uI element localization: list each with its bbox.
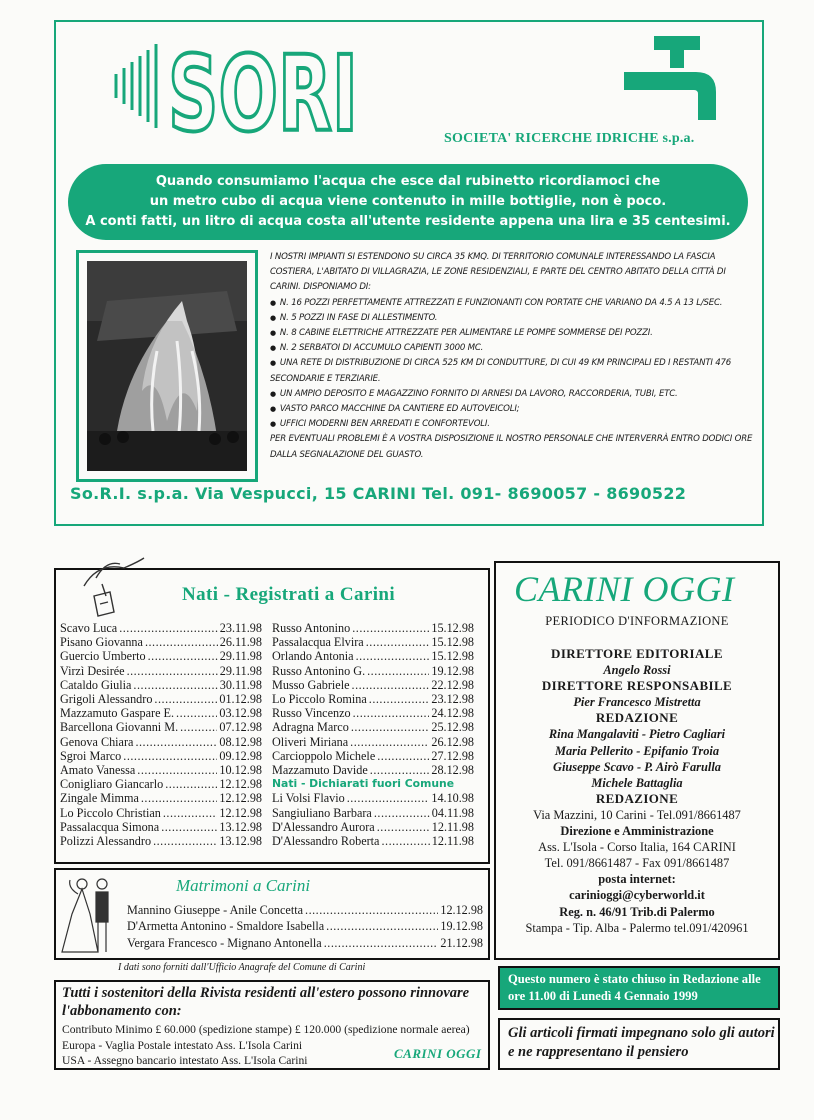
list-item [60,806,262,820]
list-item [272,635,474,649]
masthead-subtitle: PERIODICO D'INFORMAZIONE [545,614,729,628]
registration: Reg. n. 46/91 Trib.di Palermo [559,904,715,919]
person-name: Scavo Luca [60,621,118,635]
closed-notice: Questo numero è stato chiuso in Redazione alle ore 11.00 di Lunedì 4 Gennaio 1999 [498,966,780,1010]
list-item [272,678,474,692]
couple-names: Vergara Francesco - Mignano Antonella [127,935,322,950]
person-name: Orlando Antonia [272,649,354,664]
births-list-left [60,621,262,848]
person-date: 28.12.98 [431,763,474,778]
person-date: 07.12.98 [219,720,262,735]
person-name: Virzì Desirée [60,663,125,678]
person-date: 13.12.98 [219,834,262,849]
list-item [60,621,262,635]
subscription-line: Contributo Minimo £ 60.000 (spedizione stampe) £ 120.000 (spedizione normale aerea) [62,1023,470,1036]
wedding-date: 21.12.98 [440,935,483,950]
staff-label: REDAZIONE [595,710,679,726]
fountain-photo-frame [76,250,258,482]
person-name: D'Alessandro Roberta [272,834,380,849]
signed-articles-notice: Gli articoli firmati impegnano solo gli autori e ne rappresentano il pensiero [498,1018,780,1070]
person-date: 12.11.98 [431,834,474,849]
editorial-director-label: DIRETTORE EDITORIALE [551,646,723,661]
person-name: Pisano Giovanna [60,635,143,650]
facilities-intro: I NOSTRI IMPIANTI SI ESTENDONO SU CIRCA 35 KMQ. DI TERRITORIO COMUNALE INTERESSANDO LA FASCIA COSTIERA, L'ABITATO DI VILLAGRAZIA, LE ZONE RESIDENZIALI, E PARTE DEL CENTRO ABITATO DELLA CITTÀ DI CARINI. DISPONIAMO DI: [270,252,726,293]
subscription-line: Europa - Vaglia Postale intestato Ass. L'Isola Carini [62,1038,303,1052]
person-date: 19.12.98 [431,663,474,678]
facility-item: ● VASTO PARCO MACCHINE DA CANTIERE ED AUTOVEICOLI; [270,402,754,417]
person-date: 14.10.98 [431,791,474,806]
person-name: Guercio Umberto [60,649,146,664]
list-item [272,820,474,834]
list-item [272,692,474,706]
facilities-list [270,296,754,433]
staff-line: Maria Pellerito - Epifanio Troia [554,743,720,758]
person-name: Lo Piccolo Romina [272,692,367,707]
list-item [60,664,262,678]
person-date: 27.12.98 [431,748,474,763]
list-item [272,806,474,820]
person-date: 01.12.98 [219,692,262,707]
person-name: Russo Antonino G. [272,663,366,678]
person-date: 15.12.98 [431,635,474,650]
list-item [272,763,474,777]
facility-item: ● N. 2 SERBATOI DI ACCUMULO CAPIENTI 3000 MC. [270,341,754,356]
list-item [272,706,474,720]
person-name: Zingale Mimma [60,791,139,806]
person-name: Russo Antonino [272,621,351,635]
person-date: 08.12.98 [219,734,262,749]
carini-oggi-small-logo: CARINI OGGI [394,1046,482,1061]
list-item [272,664,474,678]
list-item [127,918,483,934]
person-name: Russo Vincenzo [272,706,351,721]
data-source-credit: I dati sono forniti dall'Ufficio Anagrafe del Comune di Carini [118,962,366,973]
weddings-title: Matrimoni a Carini [176,876,311,895]
births-list-right [272,621,474,848]
wedding-date: 12.12.98 [440,903,483,917]
facility-item: ● N. 16 POZZI PERFETTAMENTE ATTREZZATI E FUNZIONANTI CON PORTATE CHE VARIANO DA 4.5 A 13 L/SEC. [270,296,754,311]
list-item [60,749,262,763]
wedding-date: 19.12.98 [440,919,483,934]
list-item [60,763,262,777]
person-name: Passalacqua Elvira [272,635,364,650]
stork-icon [76,556,146,618]
list-item [272,649,474,663]
person-name: Passalacqua Simona [60,819,160,834]
person-date: 23.12.98 [431,692,474,707]
person-name: Sgroi Marco [60,748,122,763]
banner-line: A conti fatti, un litro di acqua costa all'utente residente appena una lira e 35 centesimi. [85,214,731,229]
staff-line: Michele Battaglia [591,775,683,790]
person-date: 12.11.98 [431,819,474,834]
list-item [60,635,262,649]
list-item [272,735,474,749]
subscription-line: USA - Assegno bancario intestato Ass. L'Isola Carini [62,1054,308,1068]
staff-line: Giuseppe Scavo - P. Airò Farulla [553,759,721,774]
person-date: 26.12.98 [431,734,474,749]
person-name: Grigoli Alessandro [60,692,153,707]
tap-icon [620,30,720,120]
person-date: 04.11.98 [431,805,474,820]
person-name: Mazzamuto Gaspare E. [60,706,175,721]
couple-names: D'Armetta Antonino - Smaldore Isabella [127,919,325,934]
weddings-list [127,902,483,951]
person-name: Cataldo Giulia [60,677,132,692]
email-address[interactable]: carinioggi@cyberworld.it [569,888,705,903]
person-date: 10.12.98 [219,763,262,778]
list-item [60,777,262,791]
person-name: Sangiuliano Barbara [272,805,372,820]
list-item [60,649,262,663]
wedding-couple-icon [58,874,122,956]
person-date: 09.12.98 [219,748,262,763]
sori-contact-line: So.R.I. s.p.a. Via Vespucci, 15 CARINI Tel. 091- 8690057 - 8690522 [70,484,687,503]
list-item [60,692,262,706]
list-item [272,749,474,763]
person-date: 15.12.98 [431,621,474,635]
water-cost-banner [68,164,748,240]
person-date: 23.11.98 [219,621,262,635]
list-item [272,720,474,734]
person-name: Musso Gabriele [272,677,350,692]
person-name: Conigliaro Giancarlo [60,777,164,792]
admin-phone: Tel. 091/8661487 - Fax 091/8661487 [544,856,730,871]
person-date: 12.12.98 [219,777,262,792]
office-label: REDAZIONE [595,790,679,806]
responsible-director: Pier Francesco Mistretta [573,695,701,710]
person-date: 29.11.98 [219,649,262,664]
admin-address: Ass. L'Isola - Corso Italia, 164 CARINI [538,840,736,855]
abroad-subscription-title: Tutti i sostenitori della Rivista residenti all'estero possono rinnovare l'abbonamento con: [62,985,470,1019]
person-date: 12.12.98 [219,791,262,806]
births-title: Nati - Registrati a Carini [182,584,396,605]
list-item [272,834,474,848]
editorial-director: Angelo Rossi [603,663,671,678]
list-item [60,735,262,749]
banner-line: Quando consumiamo l'acqua che esce dal rubinetto ricordiamoci che [155,174,661,189]
staff-line: Rina Mangalaviti - Pietro Cagliari [548,727,726,742]
person-date: 25.12.98 [431,720,474,735]
births-outside-subtitle: Nati - Dichiarati fuori Comune [272,777,455,791]
person-name: Polizzi Alessandro [60,834,152,849]
svg-text:SORI: SORI [168,33,358,142]
couple-names: Mannino Giuseppe - Anile Concetta [127,903,304,917]
facilities-closing: PER EVENTUALI PROBLEMI È A VOSTRA DISPOSIZIONE IL NOSTRO PERSONALE CHE INTERVERRÀ ENTRO DODICI ORE DALLA SEGNALAZIONE DEL GUASTO. [270,434,753,460]
person-date: 15.12.98 [431,649,474,664]
facility-item: ● N. 5 POZZI IN FASE DI ALLESTIMENTO. [270,311,754,326]
list-item [60,678,262,692]
person-name: Adragna Marco [272,720,349,735]
responsible-director-label: DIRETTORE RESPONSABILE [541,678,733,694]
person-name: Genova Chiara [60,734,134,749]
person-name: Barcellona Giovanni M. [60,720,179,735]
person-name: D'Alessandro Aurora [272,819,375,834]
person-name: Oliveri Miriana [272,734,349,749]
person-date: 22.12.98 [431,677,474,692]
person-name: Li Volsi Flavio [272,791,345,806]
sori-logo [112,30,362,142]
list-item [272,621,474,635]
list-item [60,791,262,805]
list-item [60,706,262,720]
facility-item: ● UFFICI MODERNI BEN ARREDATI E CONFORTEVOLI. [270,417,754,432]
facility-item: ● N. 8 CABINE ELETTRICHE ATTREZZATE PER ALIMENTARE LE POMPE SOMMERSE DEI POZZI. [270,326,754,341]
fountain-photo [87,261,247,471]
list-item [127,935,483,951]
person-name: Mazzamuto Davide [272,763,368,778]
list-item [60,834,262,848]
email-label: posta internet: [598,872,676,887]
masthead-staff [494,646,780,936]
facility-item: ● UNA RETE DI DISTRIBUZIONE DI CIRCA 525 KM DI CONDUTTURE, DI CUI 49 KM PRINCIPALI ED I RESTANTI 476 SECONDARIE E TERZIARIE. [270,356,754,386]
admin-label: Direzione e Amministrazione [560,824,714,839]
person-date: 03.12.98 [219,706,262,721]
list-item [60,720,262,734]
list-item [60,820,262,834]
person-name: Carcioppolo Michele [272,748,376,763]
list-item [272,791,474,805]
list-item [127,902,483,918]
person-date: 29.11.98 [219,663,262,678]
office-address: Via Mazzini, 10 Carini - Tel.091/8661487 [533,807,741,822]
person-date: 26.11.98 [219,635,262,650]
person-date: 24.12.98 [431,706,474,721]
facilities-description [270,250,754,463]
masthead-title: CARINI OGGI [514,569,735,609]
person-date: 13.12.98 [219,819,262,834]
person-name: Amato Vanessa [60,763,136,778]
banner-line: un metro cubo di acqua viene contenuto in mille bottiglie, non è poco. [149,194,667,209]
person-date: 30.11.98 [219,677,262,692]
person-name: Lo Piccolo Christian [60,805,161,820]
facility-item: ● UN AMPIO DEPOSITO E MAGAZZINO FORNITO DI ARNESI DA LAVORO, RACCORDERIA, TUBI, ETC. [270,387,754,402]
company-name: SOCIETA' RICERCHE IDRICHE s.p.a. [444,131,695,146]
printer: Stampa - Tip. Alba - Palermo tel.091/420961 [525,920,749,935]
person-date: 12.12.98 [219,805,262,820]
